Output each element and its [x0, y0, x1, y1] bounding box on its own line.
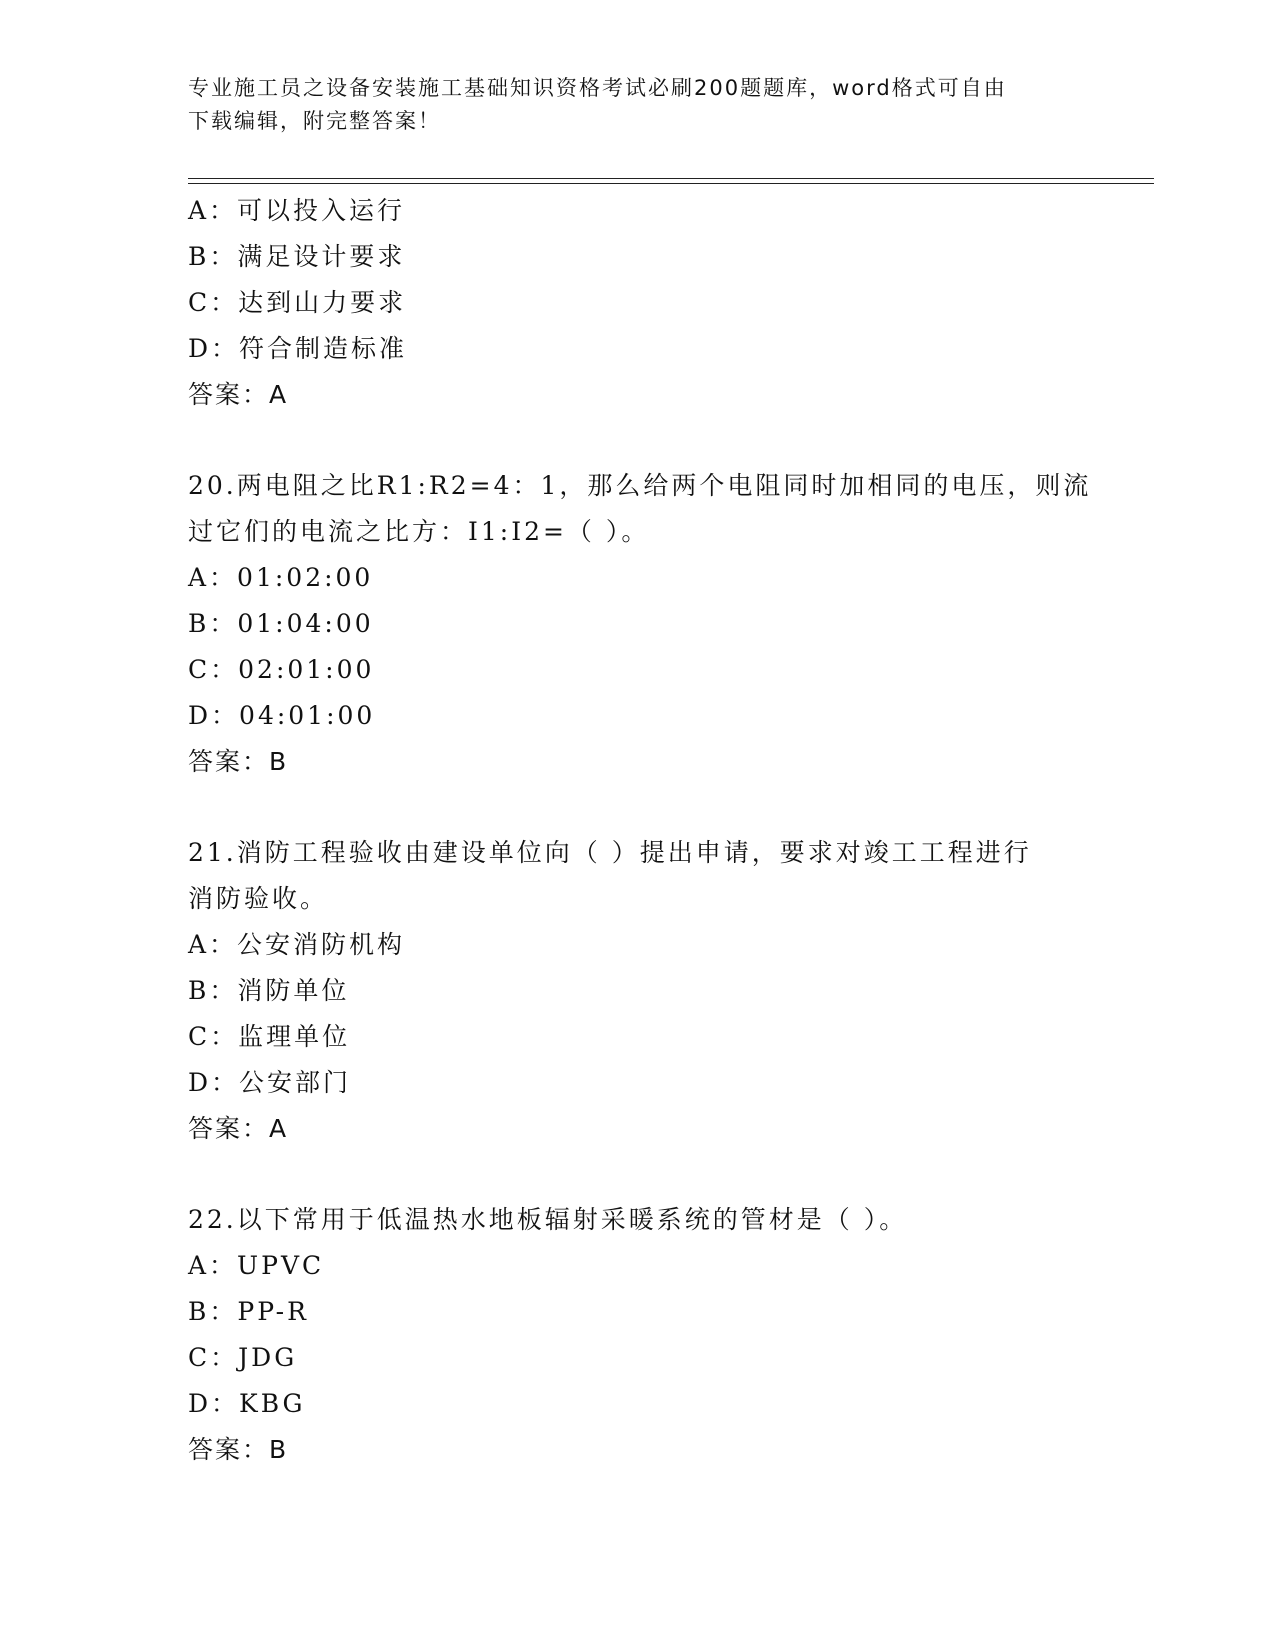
option-b: B：消防单位 [188, 976, 350, 1005]
answer-line: 答案：B [188, 747, 289, 776]
document-header [188, 72, 1088, 138]
option-b: B：满足设计要求 [188, 242, 406, 271]
option-d: D：公安部门 [188, 1068, 352, 1097]
question-list [188, 188, 1092, 1473]
question-text-line: 消防验收。 [188, 884, 329, 913]
option-a: A：01:02:00 [188, 563, 374, 592]
header-divider-top [188, 178, 1154, 179]
option-a: A：可以投入运行 [188, 196, 406, 225]
option-b: B：01:04:00 [188, 609, 374, 638]
header-line-2: 下载编辑，附完整答案！ [188, 109, 441, 133]
option-b: B：PP-R [188, 1297, 309, 1326]
answer-line: 答案：B [188, 1435, 289, 1464]
question-text-line: 21.消防工程验收由建设单位向（ ）提出申请，要求对竣工工程进行 [188, 838, 1032, 867]
question-text-line: 过它们的电流之比方：I1:I2=（ ）。 [188, 517, 650, 546]
option-a: A：公安消防机构 [188, 930, 406, 959]
option-a: A：UPVC [188, 1251, 325, 1280]
option-c: C：达到山力要求 [188, 288, 407, 317]
option-c: C：02:01:00 [188, 655, 375, 684]
option-c: C：JDG [188, 1343, 298, 1372]
option-d: D：KBG [188, 1389, 306, 1418]
header-line-1: 专业施工员之设备安装施工基础知识资格考试必刷200题题库，word格式可自由 [188, 76, 1007, 100]
option-c: C：监理单位 [188, 1022, 351, 1051]
option-d: D：04:01:00 [188, 701, 376, 730]
option-d: D：符合制造标准 [188, 334, 408, 363]
question-block-19 [188, 188, 1088, 418]
question-block-20 [188, 463, 1092, 785]
answer-line: 答案：A [188, 380, 289, 409]
question-block-22 [188, 1197, 1088, 1473]
question-text-line: 20.两电阻之比R1:R2=4：1，那么给两个电阻同时加相同的电压，则流 [188, 471, 1092, 500]
question-block-21 [188, 830, 1088, 1152]
question-text-line: 22.以下常用于低温热水地板辐射采暖系统的管材是（ ）。 [188, 1205, 908, 1234]
header-divider-bottom [188, 183, 1154, 184]
answer-line: 答案：A [188, 1114, 289, 1143]
